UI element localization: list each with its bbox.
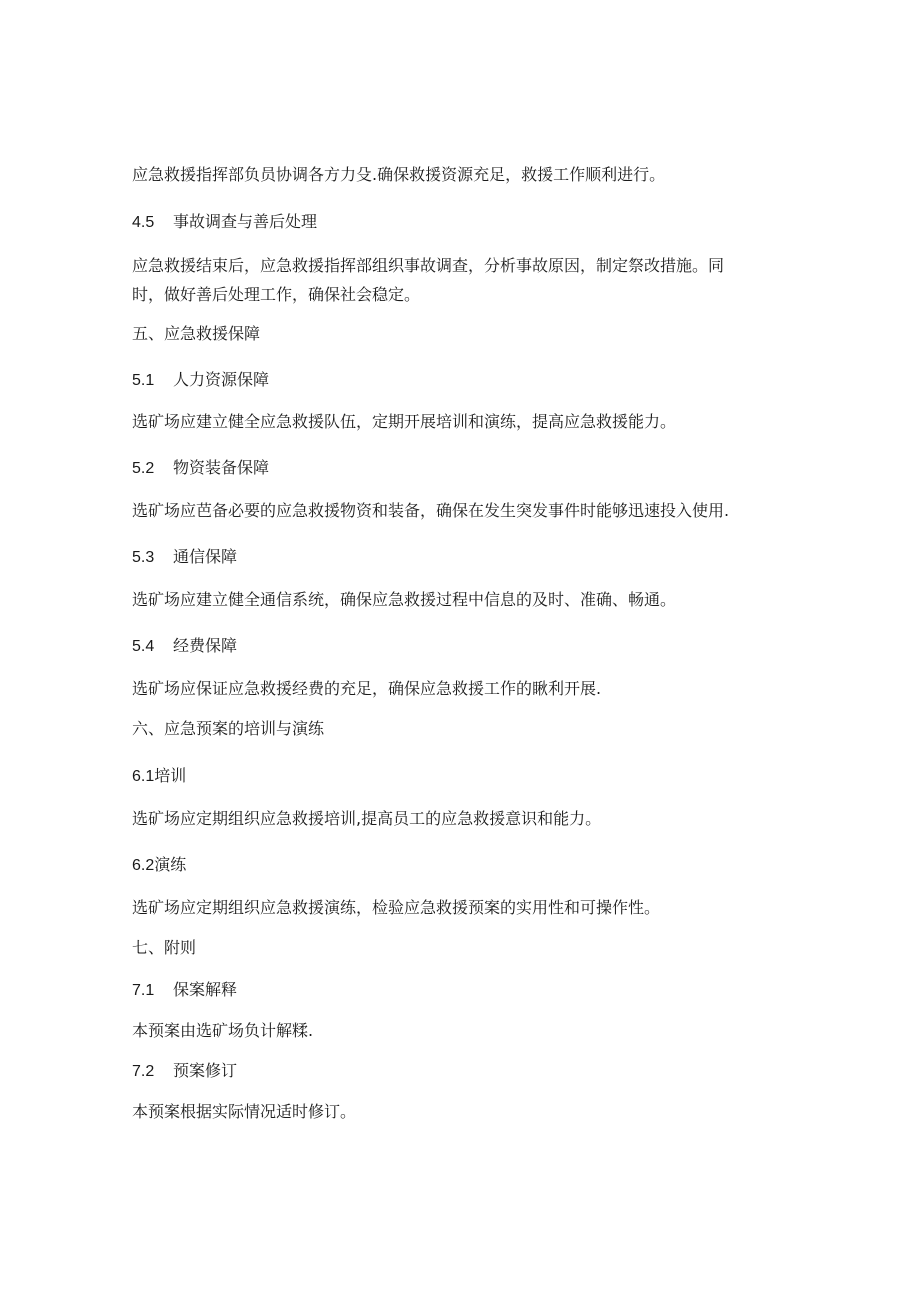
section-heading-7: 七、附则	[132, 938, 197, 957]
paragraph-6-2: 选矿场应定期组织应急救援演练，检验应急救援预案的实用性和可操作性。	[132, 898, 661, 917]
heading-number: 6.2	[132, 857, 155, 874]
heading-7-1	[132, 980, 792, 1001]
paragraph-4-5-line-1: 应急救援结束后，应急救援指挥部组织事故调查，分析事故原因，制定祭改措施。同	[132, 256, 725, 275]
heading-5-2	[132, 458, 792, 479]
heading-5-1	[132, 370, 792, 391]
heading-title: 演练	[154, 855, 187, 874]
paragraph-5-3: 选矿场应建立健全通信系统，确保应急救援过程中信息的及时、准确、畅通。	[132, 590, 677, 609]
section-heading-5: 五、应急救援保障	[132, 324, 261, 343]
heading-6-1	[132, 766, 792, 787]
heading-title: 事故调查与善后处理	[173, 212, 318, 231]
section-heading-6: 六、应急预案的培训与演练	[132, 719, 325, 738]
heading-6-2	[132, 855, 792, 876]
heading-7-2	[132, 1061, 792, 1082]
heading-number: 7.2	[132, 1063, 155, 1080]
heading-title: 经费保障	[173, 636, 238, 655]
heading-number: 5.1	[132, 372, 155, 389]
heading-4-5	[132, 212, 792, 233]
heading-5-3	[132, 547, 792, 568]
paragraph-7-2: 本预案根据实际情况适时修订。	[132, 1102, 357, 1121]
paragraph-5-4: 选矿场应保证应急救援经费的充足，确保应急救援工作的瞅利开展.	[132, 679, 602, 698]
heading-number: 5.2	[132, 460, 155, 477]
paragraph-6-1: 选矿场应定期组织应急救援培训,提高员工的应急救援意识和能力。	[132, 809, 602, 828]
heading-title: 保案解释	[173, 980, 238, 999]
heading-number: 5.4	[132, 638, 155, 655]
paragraph-4-4-tail: 应急救援指挥部负员协调各方力殳.确保救援资源充足，救援工作顺利进行。	[132, 165, 666, 184]
heading-number: 6.1	[132, 768, 155, 785]
heading-title: 通信保障	[173, 547, 238, 566]
paragraph-5-2: 选矿场应芭备必要的应急救援物资和装备，确保在发生突发事件时能够迅速投入使用.	[132, 501, 730, 520]
heading-title: 培训	[154, 766, 187, 785]
heading-title: 物资装备保障	[173, 458, 270, 477]
heading-5-4	[132, 636, 792, 657]
heading-number: 4.5	[132, 214, 155, 231]
heading-title: 人力资源保障	[173, 370, 270, 389]
paragraph-4-5-line-2: 时，做好善后处理工作，确保社会稳定。	[132, 285, 421, 304]
heading-number: 5.3	[132, 549, 155, 566]
paragraph-5-1: 选矿场应建立健全应急救援队伍，定期开展培训和演练，提高应急救援能力。	[132, 412, 677, 431]
heading-title: 预案修订	[173, 1061, 238, 1080]
heading-number: 7.1	[132, 982, 155, 999]
paragraph-7-1: 本预案由选矿场负计解糅.	[132, 1021, 314, 1040]
